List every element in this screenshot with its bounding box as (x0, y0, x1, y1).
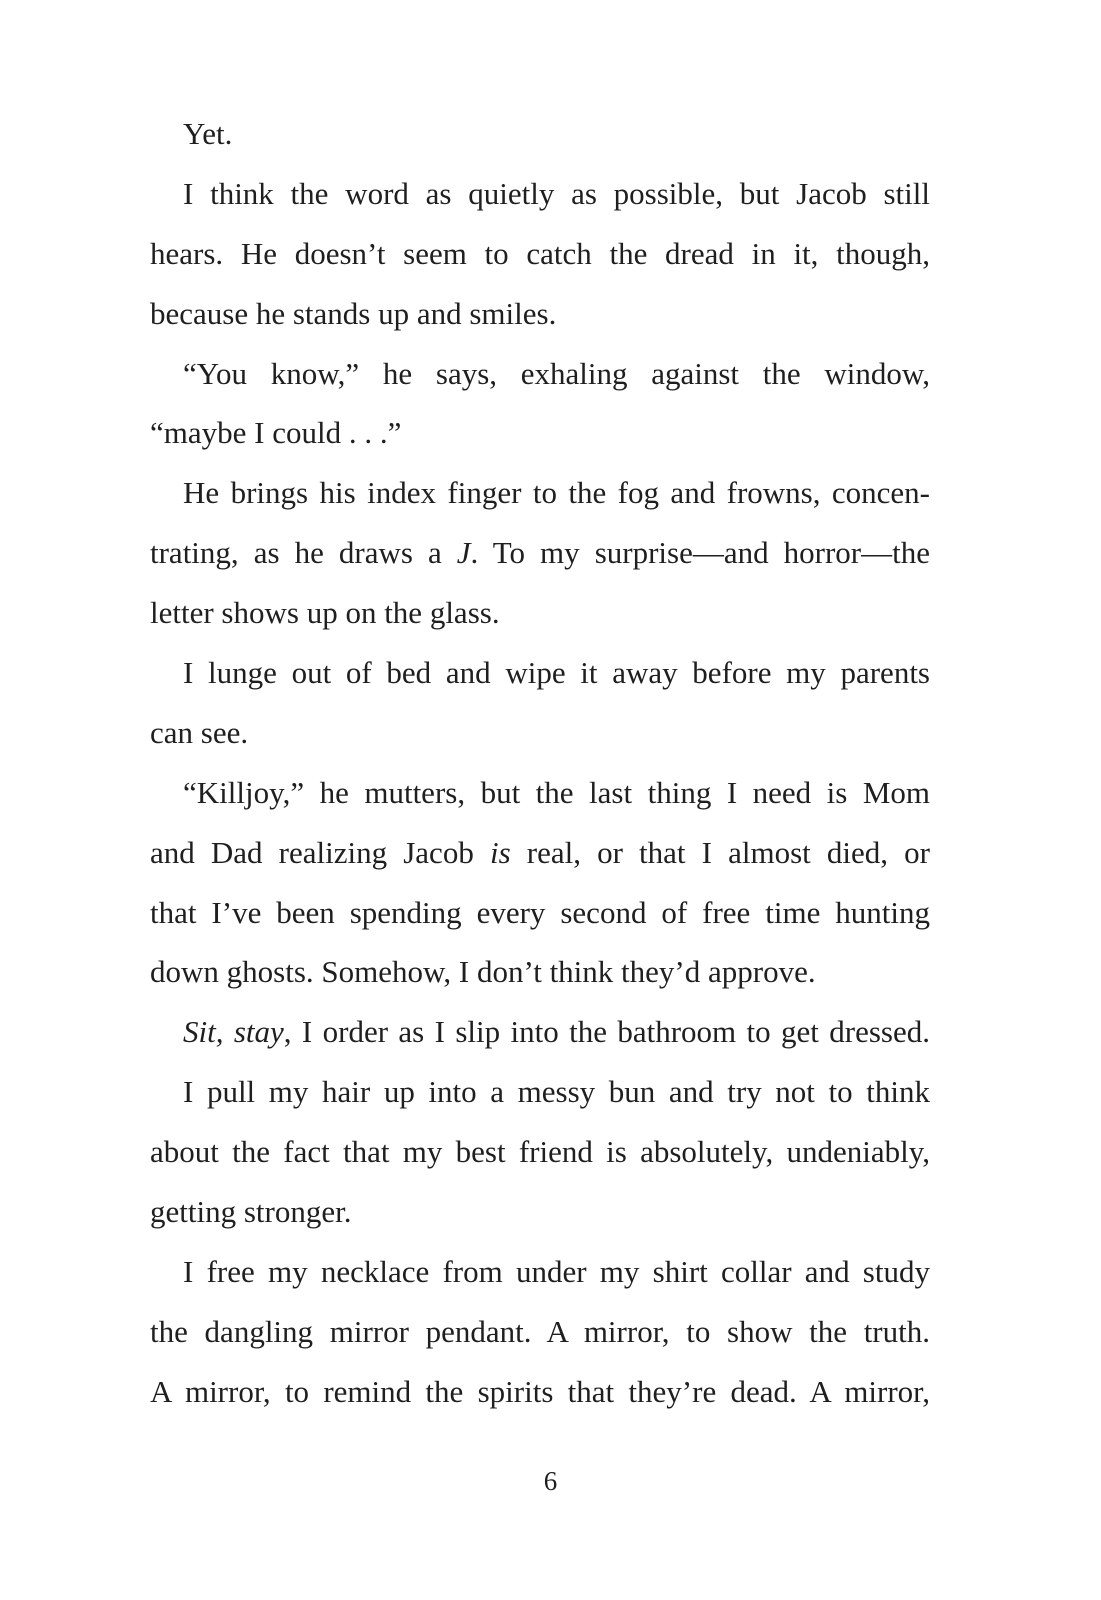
italic-text: Sit, stay (183, 1014, 284, 1050)
text-line: can see. (150, 714, 249, 750)
text-line: “Killjoy,” he mutters, but the last thing I need is Mom (183, 774, 930, 810)
text-line: the dangling mirror pendant. A mirror, to show the truth. (150, 1313, 930, 1349)
text-line: down ghosts. Somehow, I don’t think they’d approve. (150, 954, 816, 990)
text-line: about the fact that my best friend is absolutely, undeniably, (150, 1134, 930, 1170)
text-run: trating, as he draws a (150, 535, 457, 571)
italic-text: J (456, 535, 471, 571)
text-line: “You know,” he says, exhaling against the window, (183, 355, 930, 391)
text-line: Yet. (183, 116, 233, 151)
text-run: and Dad realizing Jacob (150, 834, 490, 870)
text-line (150, 823, 930, 883)
text-line: letter shows up on the glass. (150, 595, 500, 631)
text-line: I free my necklace from under my shirt collar and study (183, 1253, 930, 1289)
text-run: . To my surprise—and horror—the (470, 535, 930, 571)
page-number: 6 (543, 1466, 558, 1496)
book-page-text (150, 104, 930, 1422)
text-line (150, 1002, 930, 1062)
text-run: , I order as I slip into the bathroom to get dressed. (283, 1014, 930, 1050)
text-line: I think the word as quietly as possible, but Jacob still (183, 175, 930, 211)
italic-text: is (489, 834, 511, 870)
text-line: “maybe I could . . .” (150, 415, 402, 451)
text-line: He brings his index finger to the fog and frowns, concen- (183, 475, 930, 511)
text-run: real, or that I almost died, or (510, 834, 930, 870)
text-line (150, 523, 930, 583)
text-line: I pull my hair up into a messy bun and try not to think (183, 1074, 930, 1110)
text-line: A mirror, to remind the spirits that they’re dead. A mirror, (150, 1373, 930, 1409)
text-line: that I’ve been spending every second of free time hunting (150, 894, 930, 930)
text-line: hears. He doesn’t seem to catch the dread in it, though, (150, 235, 930, 271)
text-line: I lunge out of bed and wipe it away before my parents (183, 655, 930, 691)
text-line: because he stands up and smiles. (150, 295, 557, 331)
text-line: getting stronger. (150, 1194, 352, 1230)
